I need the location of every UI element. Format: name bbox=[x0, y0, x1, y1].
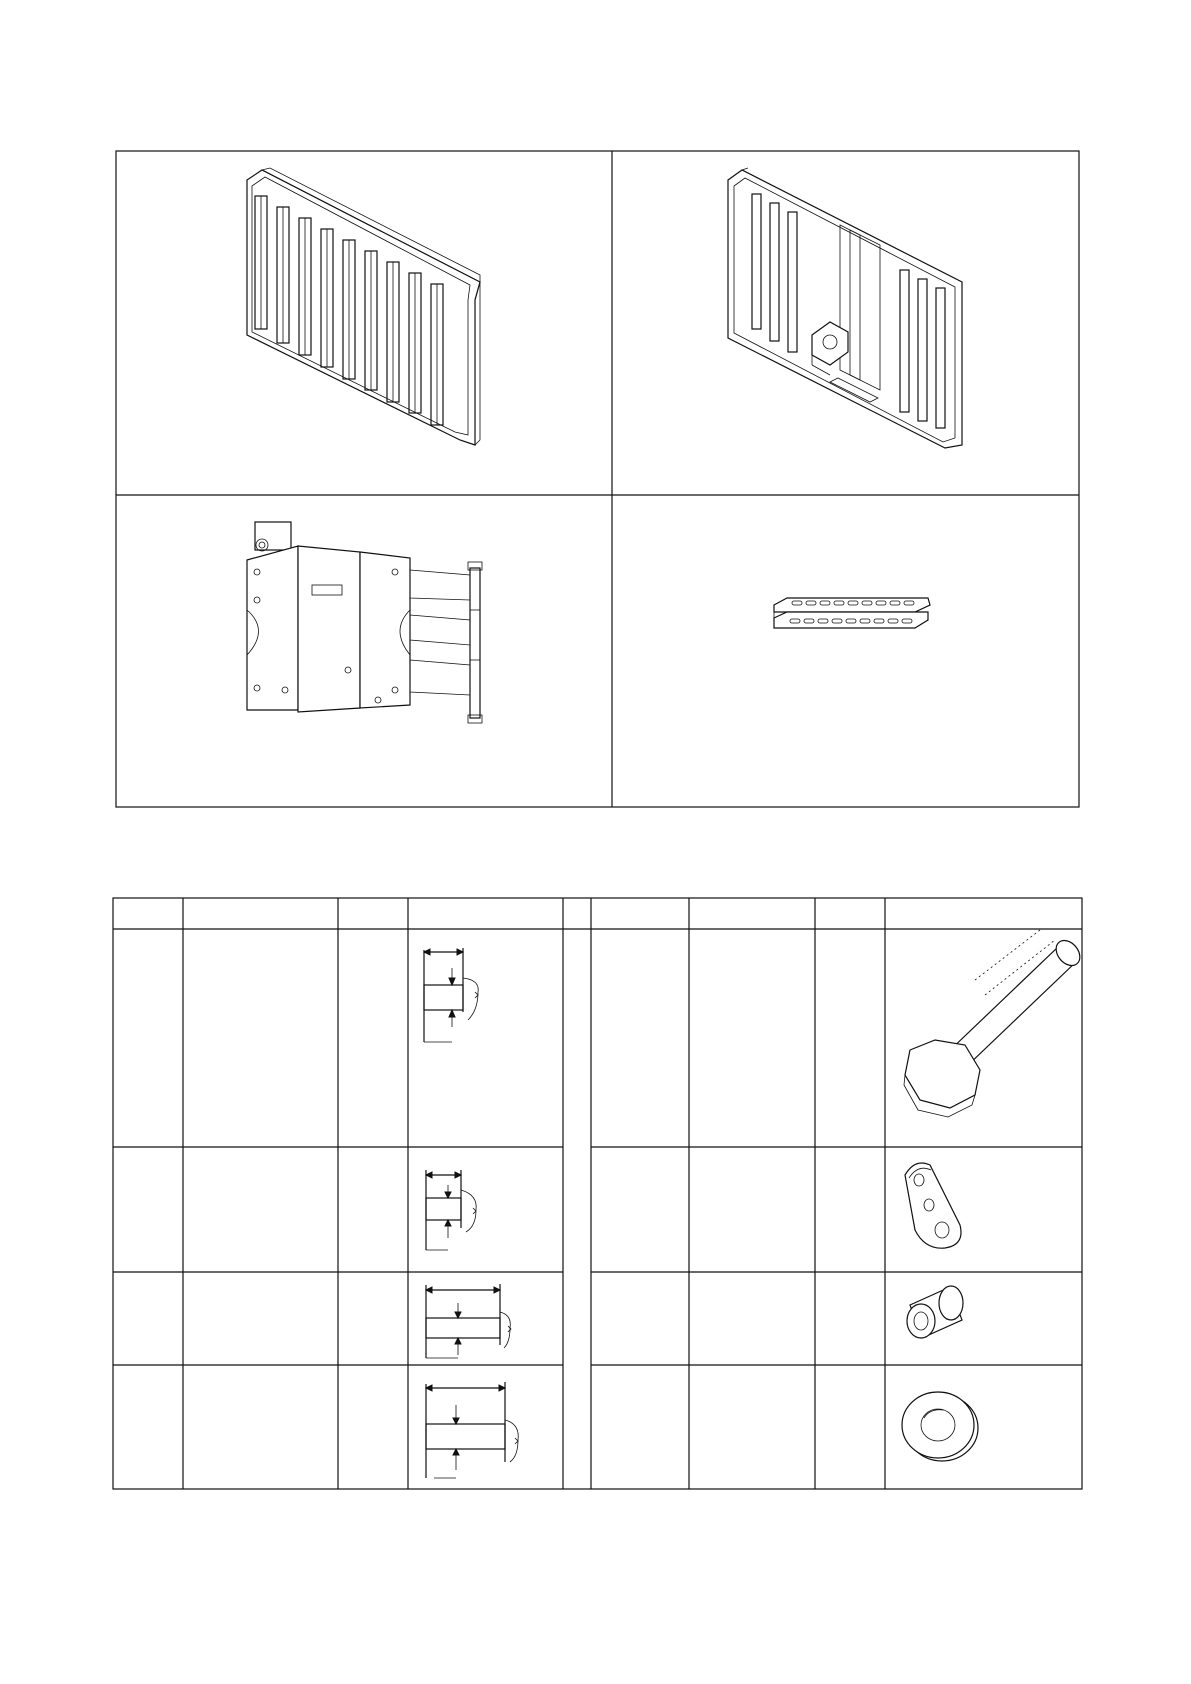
hex-bolt-icon bbox=[904, 930, 1085, 1117]
tv-mount-back-plate-icon bbox=[728, 168, 962, 448]
components-grid bbox=[0, 0, 1191, 820]
tv-mount-front-plate-icon bbox=[247, 168, 480, 445]
screw-dimension-3-icon bbox=[426, 1284, 511, 1358]
flat-washer-icon bbox=[902, 1392, 978, 1461]
screw-dimension-1-icon bbox=[424, 948, 478, 1042]
screw-dimension-4-icon bbox=[426, 1382, 518, 1478]
hardware-table bbox=[0, 890, 1191, 1510]
swivel-arm-bracket-icon bbox=[247, 522, 482, 723]
slotted-spacer-strip-icon bbox=[774, 598, 930, 628]
three-hole-link-icon bbox=[905, 1163, 961, 1248]
screw-dimension-2-icon bbox=[426, 1170, 476, 1250]
cylindrical-spacer-icon bbox=[907, 1286, 963, 1338]
